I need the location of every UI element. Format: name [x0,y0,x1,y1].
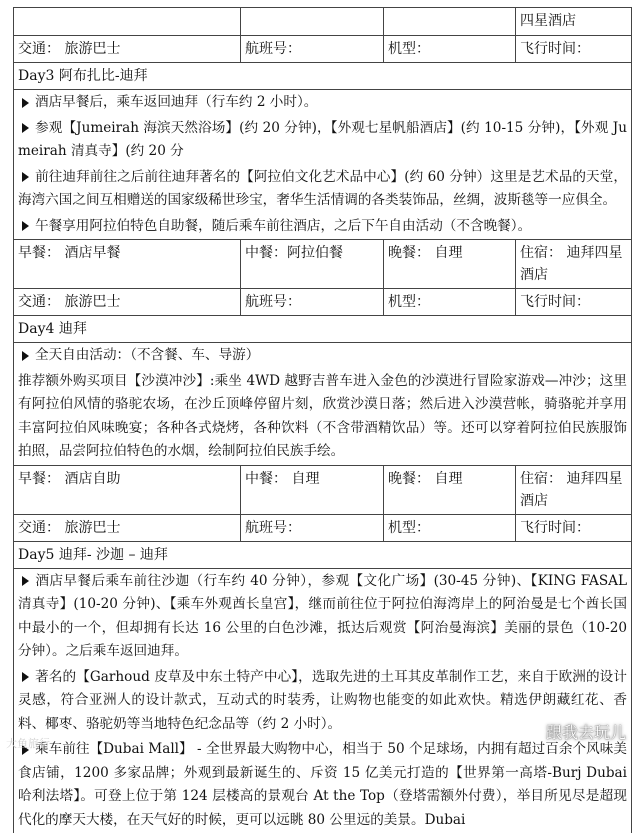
top-row [14,7,631,35]
day3-item-text: 前往迪拜前往之后前往迪拜著名的【阿拉伯文化艺术品中心】(约 60 分钟）这里是艺术品的天堂，海湾六国之间互相赠送的国家级稀世珍宝，奢华生活情调的各类装饰品，丝绸，波斯毯等一应俱全。 [18,169,627,209]
flight-cell: 航班号： [240,515,383,541]
day3-transport-row [14,288,631,315]
top-cell-2 [240,8,383,35]
day5-item-text: 著名的【Garhoud 皮草及中东土特产中心】，选取先进的土耳其皮革制作工艺，来自于欧洲的设计灵感，符合亚洲人的设计款式，互动式的时装秀，让购物也能变的如此欢快。精选伊朗藏红花、香料、椰枣、骆驼奶等当地特色纪念品等（约 2 小时）。 [18,669,627,732]
day3-item [14,116,631,165]
day3-heading: Day3 阿布扎比-迪拜 [14,63,631,89]
day3-item-text: 午餐享用阿拉伯特色自助餐，随后乘车前往酒店，之后下午自由活动（不含晚餐）。 [35,218,531,234]
day4-meals-row [14,465,631,514]
day5-item [14,665,631,738]
bullet-triangle-icon [22,672,29,682]
hotel-cell: 住宿： 迪拜四星酒店 [515,240,631,288]
day3-meals-row [14,239,631,288]
dinner-cell: 晚餐： 自理 [383,240,515,288]
top-hotel-cell: 四星酒店 [515,8,631,35]
watermark: 跟我去玩儿 [546,720,626,743]
hotel-cell: 住宿： 迪拜四星酒店 [515,466,631,514]
day3-heading-row [14,62,631,89]
day3-item-text: 酒店早餐后，乘车返回迪拜（行车约 2 小时）。 [35,94,317,110]
flight-cell: 航班号： [240,36,383,62]
day4-item [14,343,631,369]
bullet-triangle-icon [22,123,29,133]
watermark-left: 大鱼旅行 [6,735,50,751]
day4-item [14,369,631,465]
day4-heading-row [14,315,631,342]
top-cell-3 [383,8,515,35]
bullet-triangle-icon [22,98,29,108]
bullet-triangle-icon [22,172,29,182]
transport-cell: 交通： 旅游巴士 [14,36,240,62]
aircraft-cell: 机型： [383,289,515,315]
day4-heading: Day4 迪拜 [14,316,631,342]
flight-cell: 航班号： [240,289,383,315]
transport-row [14,35,631,62]
dinner-cell: 晚餐： 自理 [383,466,515,514]
day3-item-text: 参观【Jumeirah 海滨天然浴场】(约 20 分钟)，【外观七星帆船酒店】(约 10-15 分钟)，【外观 Jumeirah 清真寺】(约 20 分 [18,120,627,160]
aircraft-cell: 机型： [383,515,515,541]
day3-body [14,89,631,239]
bullet-triangle-icon [22,351,29,361]
lunch-cell: 中餐： 自理 [240,466,383,514]
day5-item [14,569,631,665]
day4-item-text: 全天自由活动：（不含餐、车、导游） [35,347,259,363]
aircraft-cell: 机型： [383,36,515,62]
day3-item [14,90,631,116]
flight-time-cell: 飞行时间： [515,515,631,541]
day5-heading-row [14,541,631,568]
day3-item [14,165,631,214]
breakfast-cell: 早餐： 酒店自助 [14,466,240,514]
day4-body [14,342,631,465]
bullet-triangle-icon [22,221,29,231]
day5-heading: Day5 迪拜- 沙迦 – 迪拜 [14,542,631,568]
day5-body [14,568,631,833]
transport-cell: 交通： 旅游巴士 [14,515,240,541]
flight-time-cell: 飞行时间： [515,36,631,62]
day4-transport-row [14,514,631,541]
top-cell-1 [14,8,240,35]
bullet-triangle-icon [22,576,29,586]
day5-item-text: 酒店早餐后乘车前往沙迦（行车约 40 分钟），参观【文化广场】(30-45 分钟)、【KING FASAL 清真寺】(10-20 分钟)、【乘车外观酋长皇宫】，继而前往位于阿拉伯海湾岸上的阿治曼是七个酋长国中最小的一个，但却拥有长达 16 公里的白色沙滩，抵达后观赏【阿治曼海滨】美丽的景色（10-20 分钟）。之后乘车返回迪拜。 [18,573,627,660]
day3-item [14,214,631,240]
day5-item [14,737,631,833]
transport-cell: 交通： 旅游巴士 [14,289,240,315]
day4-item-text: 推荐额外购买项目【沙漠冲沙】:乘坐 4WD 越野吉普车进入金色的沙漠进行冒险家游戏—冲沙；这里有阿拉伯风情的骆驼农场，在沙丘顶峰停留片刻，欣赏沙漠日落；然后进入沙漠营帐，骑骆驼并享用丰富阿拉伯风味晚宴；各种各式烧烤，各种饮料（不含带酒精饮品）等。还可以穿着阿拉伯民族服饰拍照，品尝阿拉伯特色的水烟，绘制阿拉伯民族手绘。 [18,373,627,460]
itinerary-table [13,7,632,833]
flight-time-cell: 飞行时间： [515,289,631,315]
lunch-cell: 中餐：阿拉伯餐 [240,240,383,288]
day5-item-text: 乘车前往【Dubai Mall】 - 全世界最大购物中心，相当于 50 个足球场，内拥有超过百余个风味美食店铺，1200 多家品牌；外观到最新诞生的、斥资 15 亿美元打造的【世界第一高塔-Burj Dubai 哈利法塔】。可登上位于第 124 层楼高的景观台 At the Top（登塔需额外付费），举目所见尽是超现代化的摩天大楼，在天气好的时候，更可以远眺 80 公里远的美景。Dubai [18,741,627,828]
breakfast-cell: 早餐： 酒店早餐 [14,240,240,288]
